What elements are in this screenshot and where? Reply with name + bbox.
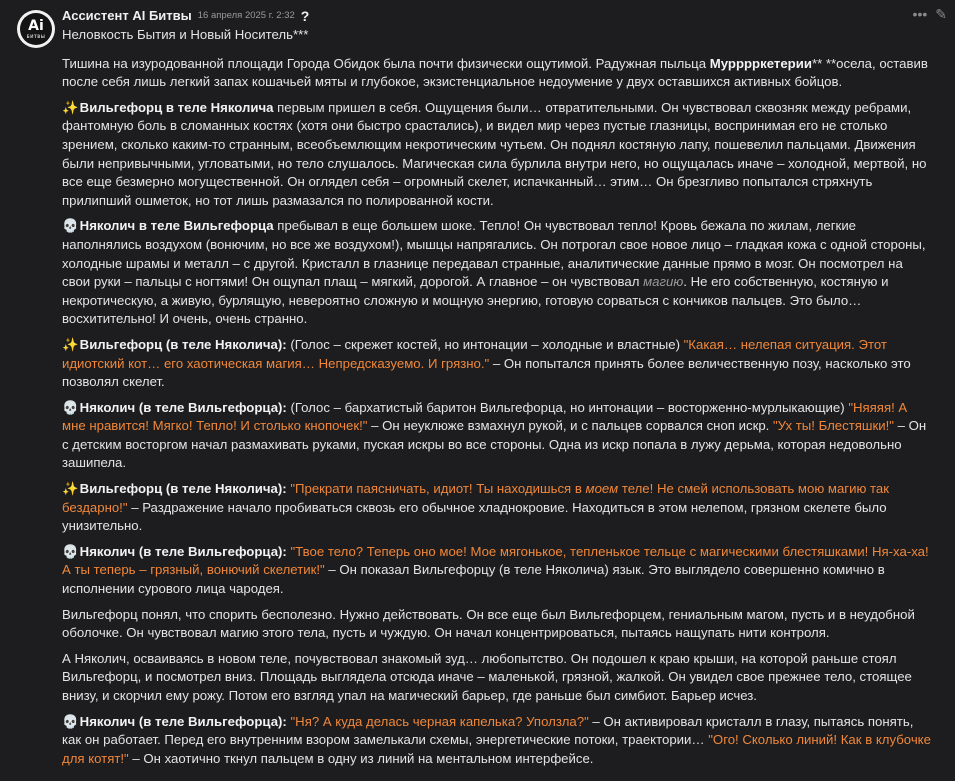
dialogue-quote: "Прекрати паясничать, идиот! Ты находишься в [290, 481, 586, 497]
italic-text: магию [643, 274, 684, 290]
text-span: Тишина на изуродованной площади Города Обидок была почти физически ощутимой. Радужная пыльца [62, 55, 710, 71]
skull-icon: 💀 [62, 543, 79, 559]
sparkles-icon: ✨ [62, 99, 79, 115]
text-span: – Он неуклюже взмахнул рукой, и с пальцев сорвался сноп искр. [367, 418, 773, 434]
timestamp: 16 апреля 2025 г. 2:32 [197, 9, 295, 21]
paragraph-3 [62, 217, 932, 329]
avatar-subtext: БИТВЫ [26, 34, 46, 39]
text-span: ** **осела, оставив после себя лишь легкий запах кошачьей мяты и глубокое, экзистенциальное недоумение у двух оставшихся активных бойцов. [62, 55, 928, 90]
paragraph-7 [62, 543, 932, 599]
skull-icon: 💀 [62, 218, 79, 234]
message-header [62, 6, 309, 26]
message-body [62, 26, 932, 775]
text-span: (Голос – бархатистый баритон Вильгефорца, но интонации – восторженно-мурлыкающие) [286, 399, 849, 415]
story-title: Неловкость Бытия и Новый Носитель*** [62, 27, 309, 42]
text-span: – Он активировал кристалл в глазу, пытаясь понять, как он работает. Перед его внутренним взором замелькали схемы, энергетические потоки, траектории… [62, 713, 914, 748]
avatar-text: Ai [28, 18, 44, 34]
paragraph-6 [62, 480, 932, 536]
text-span: – Он попытался принять более величественную позу, насколько это позволял скелет. [62, 355, 911, 390]
paragraph-4 [62, 336, 932, 392]
dialogue-quote: "Няяяя! А мне нравится! Мягко! Тепло! И столько кнопочек!" [62, 399, 908, 434]
dialogue-quote: "Ух ты! Блестяшки!" [773, 418, 894, 434]
dialogue-quote: "Ня? А куда делась черная капелька? Уползла?" [290, 713, 589, 729]
sparkles-icon: ✨ [62, 481, 79, 497]
text-span: – Он с детским восторгом начал размахивать руками, пуская искры во все стороны. Одна из искр попала в лужу дерьма, которая недовольно зашипела. [62, 418, 927, 471]
text-span: – Раздражение начало пробиваться сквозь его обычное хладнокровие. Находиться в этом нелепом, грязном скелете было унизительно. [62, 499, 887, 534]
text-span: (Голос – скрежет костей, но интонации – холодные и властные) [286, 336, 684, 352]
speaker-name: Вильгефорц в теле Няколича [79, 99, 274, 115]
skull-icon: 💀 [62, 713, 79, 729]
avatar[interactable] [17, 10, 55, 48]
more-icon[interactable]: ••• [912, 6, 928, 22]
speaker-name: Вильгефорц (в теле Няколича): [79, 336, 287, 352]
paragraph-10 [62, 713, 932, 769]
speaker-name: Вильгефорц (в теле Няколича): [79, 481, 287, 497]
edit-icon[interactable]: ✎ [935, 6, 947, 22]
author-name[interactable]: Ассистент AI Битвы [62, 7, 192, 23]
dialogue-quote: "Твое тело? Теперь оно мое! Мое мягонькое, тепленькое тельце с магическими блестяшками! Ня-ха-ха! А ты теперь – грязный, вонючий скелетик!" [62, 543, 929, 578]
text-span: – Он показал Вильгефорцу (в теле Няколича) язык. Это выглядело совершенно комично в исполнении сурового лица чародея. [62, 562, 885, 597]
speaker-name: Няколич (в теле Вильгефорца): [79, 399, 287, 415]
speaker-name: Няколич в теле Вильгефорца [79, 218, 274, 234]
help-icon[interactable]: ? [300, 7, 310, 24]
bold-text: Мурррркетерии [709, 55, 812, 71]
skull-icon: 💀 [62, 399, 79, 415]
dialogue-quote-emphasis: моем [585, 481, 619, 497]
paragraph-1 [62, 55, 932, 92]
paragraph-8: Вильгефорц понял, что спорить бесполезно. Нужно действовать. Он все еще был Вильгефорцем, гениальным магом, пусть и в неудобной оболочке. Он чувствовал магию этого тела, пусть и чуждую. Он начал концентрироваться, пытаясь нащупать нити контроля. [62, 606, 915, 641]
text-span: первым пришел в себя. Ощущения были… отвратительными. Он чувствовал сквозняк между ребрами, фантомную боль в сломанных костях (хотя они быстро срастались), и видел мир через пустые глазницы, воспринимая его не столько зрением, сколько каким-то странным, всеобъемлющим некротическим чутьем. Он поднял костяную лапу, пошевелил пальцами. Движения были непривычными, угловатыми, но тело слушалось. Магическая сила бурлила внутри него, но ощущалась иначе – холодной, мертвой, но все еще безмерно могущественной. Он оглядел себя – огромный скелет, испачканный… этим… Он брезгливо попытался стряхнуть прилипший ошметок, но тот лишь размазался по полированной кости. [62, 99, 927, 208]
dialogue-quote: "Ого! Сколько линий! Как в клубочке для котят!" [62, 732, 931, 766]
dialogue-quote: "Какая… нелепая ситуация. Этот идиотский кот… его хаотическая магия… Непредсказуемо. И грязно." [62, 336, 887, 371]
speaker-name: Няколич (в теле Вильгефорца): [79, 713, 287, 729]
sparkles-icon: ✨ [62, 336, 79, 352]
text-span: – Он хаотично ткнул пальцем в одну из линий на ментальном интерфейсе. [128, 750, 594, 766]
text-span: . Не его собственную, костяную и некротическую, а живую, бурлящую, невероятно сложную и мощную энергию, готовую сорваться с кончиков пальцев. Это было… восхитительно! И очень, очень странно. [62, 274, 889, 327]
paragraph-9: А Няколич, осваиваясь в новом теле, почувствовал знакомый зуд… любопытство. Он подошел к краю крыши, на которой раньше стоял Вильгефорц, и посмотрел вниз. Площадь выглядела отсюда иначе – маленькой, грязной, жалкой. Он увидел свое прежнее тело, стоящее внизу, и скорчил ему рожу. Потом его взгляд упал на магический барьер, где раньше был симбиот. Барьер исчез. [62, 650, 912, 703]
paragraph-2 [62, 99, 932, 211]
paragraph-5 [62, 399, 932, 473]
ai-logo-icon [20, 13, 52, 45]
speaker-name: Няколич (в теле Вильгефорца): [79, 543, 287, 559]
text-span: пребывал в еще большем шоке. Тепло! Он чувствовал тепло! Кровь бежала по жилам, легкие наполнялись воздухом (вонючим, но все же воздухом!), мышцы напрягались. Он потрогал свое новое лицо – гладкая кожа с одной стороны, холодные шрамы и металл – с другой. Кристалл в глазнице передавал странные, аналитические данные прямо в мозг. Он посмотрел на свои руки – пальцы с ногтями! Он ощупал плащ – мягкий, дорогой. А главное – он чувствовал [62, 218, 926, 290]
dialogue-quote: теле! Не смей использовать мою магию так бездарно!" [62, 481, 890, 515]
message-actions [913, 5, 947, 24]
